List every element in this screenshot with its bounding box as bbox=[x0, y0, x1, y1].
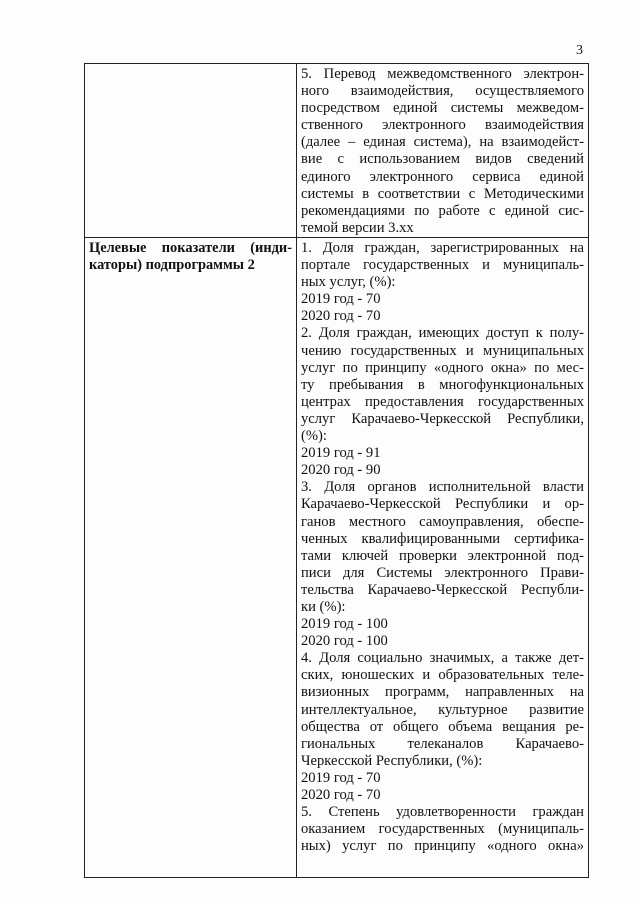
label-line: каторы) подпрограммы 2 bbox=[89, 257, 255, 273]
text-line: 4. Доля социально значимых, а также дет- bbox=[301, 650, 584, 667]
text-line: темой версии 3.хх bbox=[301, 219, 414, 236]
text-line: вие с использованием видов сведений bbox=[301, 151, 584, 168]
text-line: интеллектуальное, культурное развитие bbox=[301, 701, 584, 718]
text-line: посредством единой системы межведом- bbox=[301, 100, 584, 117]
text-line: единого электронного сервиса единой bbox=[301, 168, 584, 185]
program-table bbox=[84, 63, 589, 878]
row-content-cell bbox=[297, 238, 589, 878]
row-content-cell bbox=[297, 64, 589, 238]
text-line: 2019 год - 70 bbox=[301, 291, 381, 308]
text-line: 5. Перевод межведомственного электрон- bbox=[301, 66, 584, 82]
text-line: Карачаево-Черкесской Республики и ор- bbox=[301, 496, 584, 513]
table-row-target-indicators bbox=[85, 238, 589, 878]
text-line: чению государственных и муниципальных bbox=[301, 342, 584, 359]
text-line: гиональных телеканалов Карачаево- bbox=[301, 735, 584, 752]
text-line: оказанием государственных (муниципаль- bbox=[301, 821, 584, 838]
table-row-transfer bbox=[85, 64, 589, 238]
text-line: 2020 год - 70 bbox=[301, 787, 381, 803]
text-line: ских, юношеских и образовательных теле- bbox=[301, 667, 584, 684]
text-line: писи для Системы электронного Прави- bbox=[301, 564, 584, 581]
text-line: услуг по принципу «одного окна» по мес- bbox=[301, 359, 584, 376]
text-line: 3. Доля органов исполнительной власти bbox=[301, 479, 584, 496]
text-line: визионных программ, направленных на bbox=[301, 684, 584, 701]
text-line: 2019 год - 91 bbox=[301, 445, 381, 462]
text-line: 2020 год - 100 bbox=[301, 633, 388, 650]
row-label-cell bbox=[85, 64, 297, 238]
text-line: портале государственных и муниципаль- bbox=[301, 257, 584, 274]
text-line: 5. Степень удовлетворенности граждан bbox=[301, 804, 584, 821]
text-line: услуг Карачаево-Черкесской Республики, bbox=[301, 410, 584, 427]
text-line: 2020 год - 90 bbox=[301, 462, 381, 479]
text-line: системы в соответствии с Методическими bbox=[301, 185, 584, 202]
text-line: тельства Карачаево-Черкесской Республи- bbox=[301, 581, 584, 598]
text-line: (%): bbox=[301, 428, 327, 445]
text-line: ту пребывания в многофункциональных bbox=[301, 376, 584, 393]
text-line: тами ключей проверки электронной под- bbox=[301, 547, 584, 564]
text-line: ственного электронного взаимодействия bbox=[301, 117, 584, 134]
text-line: общества от общего объема вещания ре- bbox=[301, 718, 584, 735]
text-line: ки (%): bbox=[301, 598, 346, 615]
text-line: центрах предоставления государственных bbox=[301, 393, 584, 410]
text-line: 2. Доля граждан, имеющих доступ к полу- bbox=[301, 325, 584, 342]
text-line: ченных квалифицированными сертифика- bbox=[301, 530, 584, 547]
page-number: 3 bbox=[576, 43, 583, 58]
text-line: рекомендациями по работе с единой сис- bbox=[301, 202, 584, 219]
text-line: Черкесской Республики, (%): bbox=[301, 752, 483, 769]
text-line: 2019 год - 100 bbox=[301, 616, 388, 633]
text-line: ных услуг, (%): bbox=[301, 274, 396, 291]
text-line: ных) услуг по принципу «одного окна» bbox=[301, 838, 584, 855]
text-line: ганов местного самоуправления, обеспе- bbox=[301, 513, 584, 530]
text-line: (далее – единая система), на взаимодейст- bbox=[301, 134, 584, 151]
text-line: 2019 год - 70 bbox=[301, 769, 381, 786]
text-line: 2020 год - 70 bbox=[301, 308, 381, 325]
label-line: Целевые показатели (инди- bbox=[89, 240, 292, 256]
text-line: ного взаимодействия, осуществляемого bbox=[301, 83, 584, 100]
text-line: 1. Доля граждан, зарегистрированных на bbox=[301, 240, 584, 256]
row-label-cell bbox=[85, 238, 297, 878]
